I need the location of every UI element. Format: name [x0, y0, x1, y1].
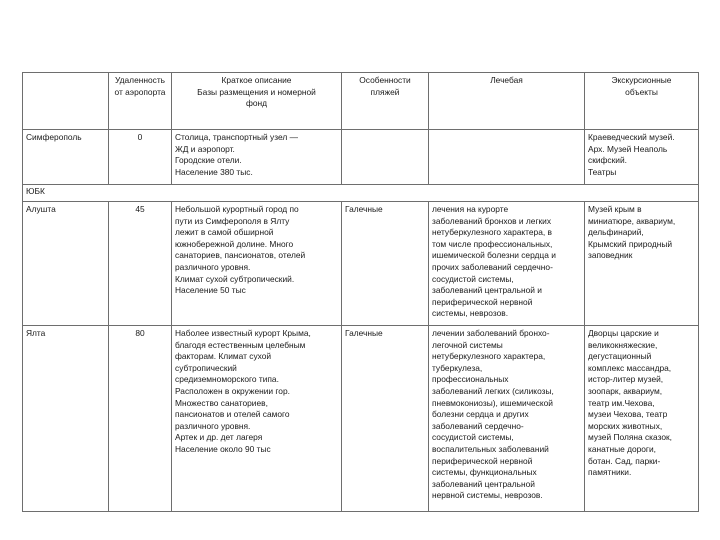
section-label: ЮБК: [23, 185, 699, 202]
header-excursions: Экскурсионные объекты: [585, 73, 699, 130]
description-cell: Небольшой курортный город по пути из Симферополя в Ялту лежит в самой обширной южнобережной долине. Много санаториев, пансионатов, отелей различного уровня. Климат сухой субтропический. Население 50 тыс: [172, 202, 342, 326]
resorts-table: [22, 72, 699, 512]
treatment-cell: лечении заболеваний бронхо- легочной системы нетуберкулезного характера, туберкулеза, профессиональных заболеваний легких (силикозы, пневмокониозы), ишемической болезни сердца и других заболеваний сердечно- сосудистой системы, воспалительных заболеваний периферической нервной системы, функциональных заболеваний центральной нервной системы, неврозов.: [429, 326, 585, 512]
description-cell: Наболее известный курорт Крыма, благодя естественным целебным факторам. Климат сухой субтропический средиземноморского типа. Расположен в окружении гор. Множество санаториев, пансионатов и отелей самого различного уровня. Артек и др. дет лагеря Население около 90 тыс: [172, 326, 342, 512]
beaches-cell: Галечные: [342, 202, 429, 326]
distance-cell: 45: [109, 202, 172, 326]
excursions-cell: Краеведческий музей. Арх. Музей Неаполь скифский. Театры: [585, 130, 699, 185]
city-cell: Симферополь: [23, 130, 109, 185]
beaches-cell: Галечные: [342, 326, 429, 512]
treatment-cell: [429, 130, 585, 185]
excursions-cell: Музей крым в миниатюре, аквариум, дельфинарий, Крымский природный заповедник: [585, 202, 699, 326]
beaches-cell: [342, 130, 429, 185]
description-cell: Столица, транспортный узел — ЖД и аэропорт. Городские отели. Население 380 тыс.: [172, 130, 342, 185]
table-row: [23, 202, 699, 326]
header-treatment: Лечебая: [429, 73, 585, 130]
header-row: [23, 73, 699, 130]
table-row: [23, 326, 699, 512]
table-row: [23, 130, 699, 185]
distance-cell: 80: [109, 326, 172, 512]
section-row: [23, 185, 699, 202]
header-description: Краткое описание Базы размещения и номерной фонд: [172, 73, 342, 130]
city-cell: Алушта: [23, 202, 109, 326]
treatment-cell: лечения на курорте заболеваний бронхов и легких нетуберкулезного характера, в том числе профессиональных, ишемической болезни сердца и прочих заболеваний сердечно- сосудистой системы, заболеваний центральной и периферической нервной системы, неврозов.: [429, 202, 585, 326]
city-cell: Ялта: [23, 326, 109, 512]
header-distance: Удаленность от аэропорта: [109, 73, 172, 130]
excursions-cell: Дворцы царские и великокняжеские, дегустационный комплекс массандра, истор-литер музей, зоопарк, аквариум, театр им.Чехова, музеи Чехова, театр морских животных, музей Поляна сказок, канатные дороги, ботан. Сад, парки- памятники.: [585, 326, 699, 512]
header-beaches: Особенности пляжей: [342, 73, 429, 130]
header-city: [23, 73, 109, 130]
distance-cell: 0: [109, 130, 172, 185]
